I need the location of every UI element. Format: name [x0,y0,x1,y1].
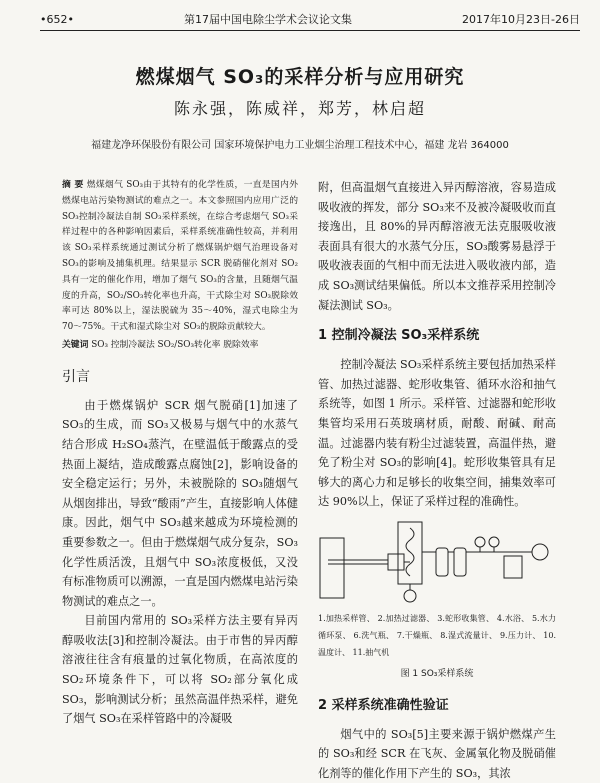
conference-date: 2017年10月23日-26日 [462,11,580,27]
affiliation: 福建龙净环保股份有限公司 国家环境保护电力工业烟尘治理工程技术中心，福建 龙岩 364000 [0,136,600,151]
thermometer [489,537,499,547]
intro-paragraph-1: 由于燃煤锅炉 SCR 烟气脱硝[1]加速了 SO₃的生成，而 SO₃又极易与烟气中的水蒸气结合形成 H₂SO₄蒸汽，在壁温低于酸露点的受热面上凝结，造成酸露点腐蚀[2]，影响设备的安全稳定运行；另外，未被脱除的 SO₃随烟气从烟囱排出，导致“酸雨”产生，直接影响人体健康。因此，烟气中 SO₃越来越成为环境检测的重要参数之一。但由于燃煤烟气成分复杂，SO₃化学性质活泼，且烟气中 SO₃浓度极低，又没有标准物质可以溯源，一直是国内燃煤电站污染物测试的难点之一。 [62,396,298,612]
intro-continued: 附，但高温烟气直接进入异丙醇溶液，容易造成吸收液的挥发，部分 SO₃来不及被冷凝吸收而直接逸出，且 80%的异丙醇溶液无法克服吸收液表面具有很大的水蒸气分压，SO₃酸雾易悬浮于吸收液表面的气相中而无法进入吸收液内部，造成 SO₃测试结果偏低。所以本文推荐采用控制冷凝法测试 SO₃。 [318,178,556,315]
page-header [40,10,580,28]
water-bath [398,522,422,584]
drying-bottle [454,548,466,576]
legend-item: 11.抽气机 [353,648,390,657]
figure-1-caption: 图 1 SO₃采样系统 [318,665,556,685]
legend-item: 7.干燥瓶 [397,631,429,640]
intro-heading: 引言 [62,368,298,386]
legend-item: 1.加热采样管 [318,614,367,623]
right-column [318,178,556,783]
pressure-gauge [475,537,485,547]
abstract-text: 燃煤烟气 SO₃由于其特有的化学性质，一直是国内外燃煤电站污染物测试的难点之一。本文参照国内应用广泛的 SO₃控制冷凝法自制 SO₃采样系统，在综合考虑烟气 SO₃采样过程中的各种影响因素后，采样系统准确性较高，并利用该 SO₃采样系统通过测试分析了燃煤锅炉烟气治理设备对 SO₃的影响及捕集机理。结果显示 SCR 脱硝催化剂对 SO₂具有一定的催化作用，增加了烟气 SO₃的含量，且随烟气温度的升高，SO₂/SO₃转化率也升高，干式除尘对 SO₃脱除效率可达 80%以上，湿法脱硫为 35～40%，湿式电除尘为 70～75%。干式和湿式除尘对 SO₃的脱除贡献较大。 [62,180,298,332]
intro-paragraph-2: 目前国内常用的 SO₃采样方法主要有异丙醇吸收法[3]和控制冷凝法。由于市售的异丙醇溶液往往含有痕量的过氧化物质，在高浓度的 SO₂环境条件下，可以将 SO₂部分氧化成 SO₃，影响测试分析；虽然高温伴热采样，避免了烟气 SO₃在采样管路中的冷凝吸 [62,611,298,729]
figure-1-legend: 1.加热采样管、 2.加热过滤器、 3.蛇形收集管、 4.水浴、 5.水力循环泵、 6.洗气瓶、 7.干燥瓶、 8.湿式流量计、 9.压力计、 10.温度计、 11.抽气机 [318,610,556,661]
wet-flow-meter [504,556,522,578]
section-1-paragraph: 控制冷凝法 SO₃采样系统主要包括加热采样管、加热过滤器、蛇形收集管、循环水浴和抽气系统等，如图 1 所示。采样管、过滤器和蛇形收集管均采用石英玻璃材质，耐酸、耐碱、耐高温。过滤器内装有粉尘过滤装置，高温伴热，避免了粉尘对 SO₃的影响[4]。蛇形收集管具有足够大的离心力和足够长的收集空间，捕集效率可达 90%以上，保证了采样过程的准确性。 [318,355,556,512]
paper-title: 燃煤烟气 SO₃的采样分析与应用研究 [0,62,600,89]
page-number: •652• [40,13,74,26]
keywords-label: 关键词 [62,340,88,350]
figure-1-diagram [318,518,556,608]
section-2-paragraph: 烟气中的 SO₃[5]主要来源于锅炉燃煤产生的 SO₃和经 SCR 在飞灰、金属氧化物及脱硝催化剂等的催化作用下产生的 SO₃，其浓 [318,725,556,783]
legend-item: 9.压力计 [500,631,532,640]
legend-item: 2.加热过滤器 [378,614,427,623]
keywords [62,338,298,354]
legend-item: 8.湿式流量计 [440,631,489,640]
header-rule [40,30,580,31]
legend-item: 6.洗气瓶 [354,631,386,640]
keywords-text: SO₃ 控制冷凝法 SO₂/SO₃转化率 脱除效率 [91,340,258,350]
abstract-label: 摘 要 [62,180,84,190]
flue-duct [320,538,344,598]
gas-washing-bottle [436,548,448,576]
section-2-heading: 2 采样系统准确性验证 [318,697,556,715]
coil-collector [406,528,414,576]
conference-name: 第17届中国电除尘学术会议论文集 [184,11,352,27]
left-column [62,178,298,729]
circulation-pump [404,590,416,602]
legend-item: 5.水力循环泵 [318,614,556,640]
heated-filter [388,554,404,570]
legend-item: 3.蛇形收集管 [437,614,486,623]
authors: 陈永强，陈威祥，郑芳，林启超 [0,96,600,119]
legend-item: 10.温度计 [318,631,556,657]
abstract [62,178,298,336]
legend-item: 4.水浴 [497,614,521,623]
section-1-heading: 1 控制冷凝法 SO₃采样系统 [318,327,556,345]
extraction-pump [532,544,548,560]
sampling-system-diagram [318,518,556,608]
